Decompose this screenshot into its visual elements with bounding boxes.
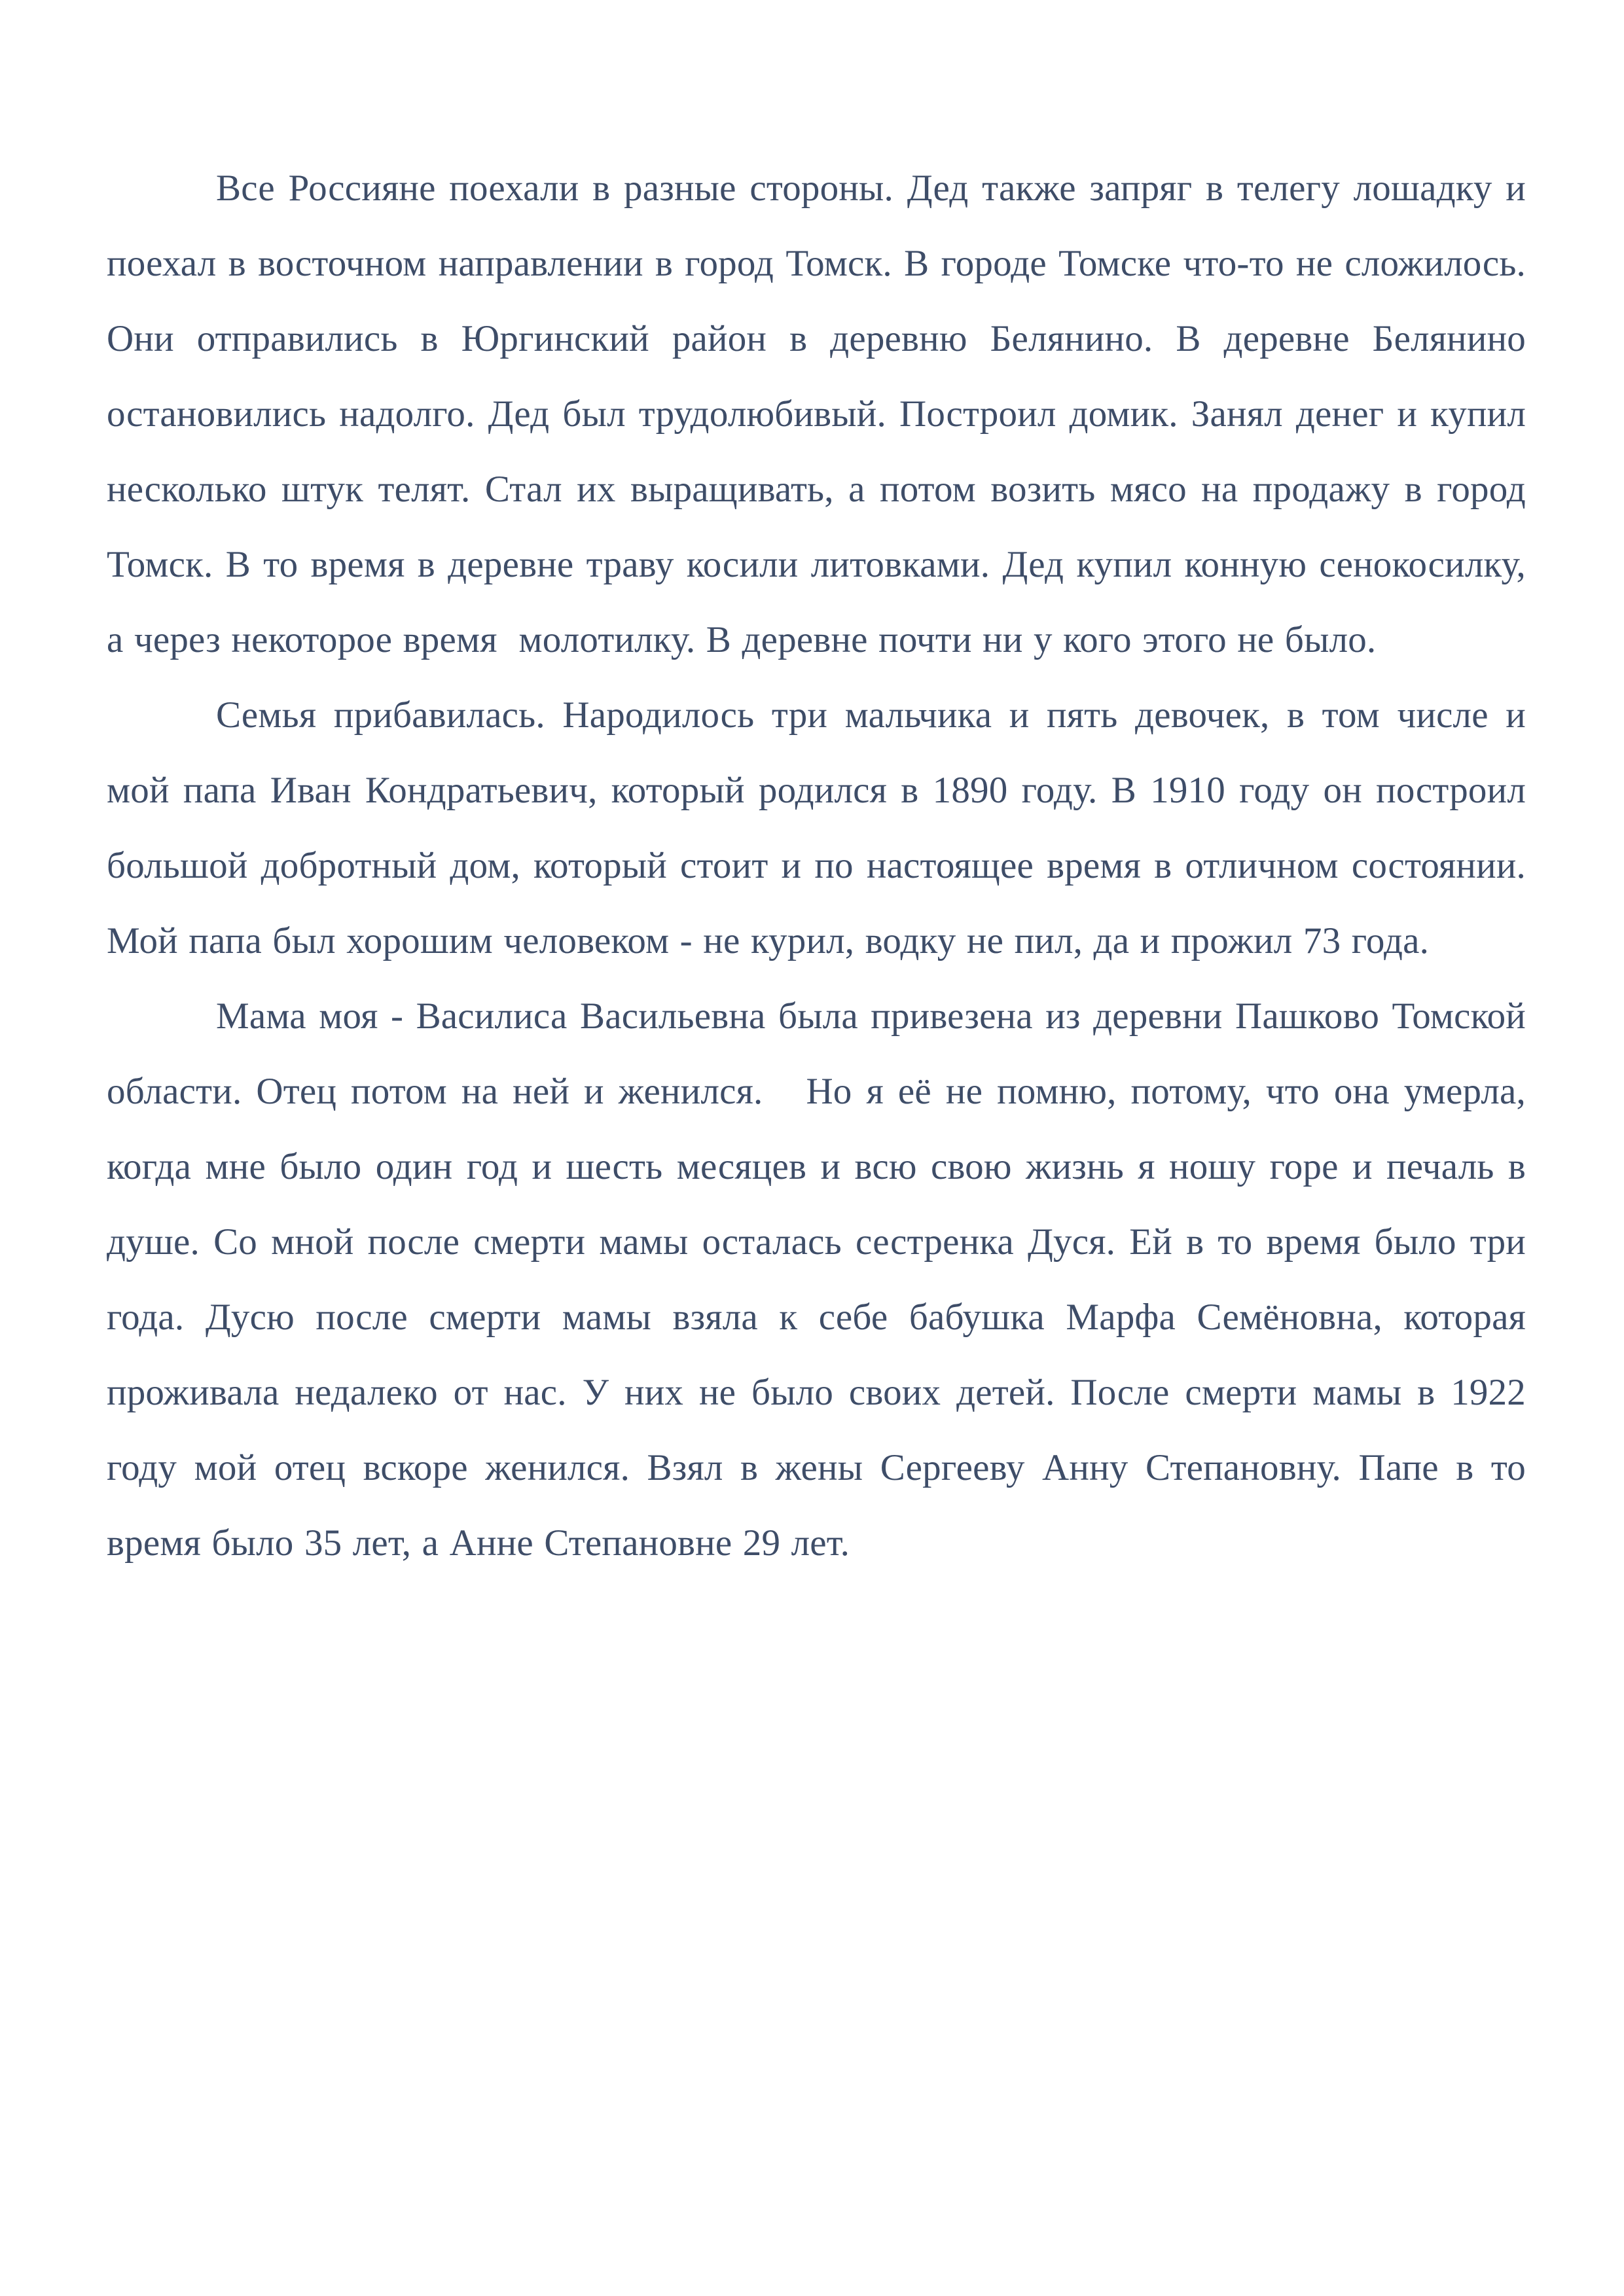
paragraph-family-and-father: Семья прибавилась. Народилось три мальчика и пять девочек, в том числе и мой папа Иван Кондратьевич, который родился в 1890 году. В 1910 году он построил большой добротный дом, который стоит и по настоящее время в отличном состоянии. Мой папа был хорошим человеком - не курил, водку не пил, да и прожил 73 года.: [107, 694, 1526, 961]
memoir-text-block: [107, 151, 1526, 1581]
paragraph-mother-story: Мама моя - Василиса Васильевна была привезена из деревни Пашково Томской области. Отец потом на ней и женился. Но я её не помню, потому, что она умерла, когда мне было один год и шесть месяцев и всю свою жизнь я ношу горе и печаль в душе. Со мной после смерти мамы осталась сестренка Дуся. Ей в то время было три года. Дусю после смерти мамы взяла к себе бабушка Марфа Семёновна, которая проживала недалеко от нас. У них не было своих детей. После смерти мамы в 1922 году мой отец вскоре женился. Взял в жены Сергееву Анну Степановну. Папе в то время было 35 лет, а Анне Степановне 29 лет.: [107, 996, 1526, 1564]
paragraph-journey-to-tomsk: Все Россияне поехали в разные стороны. Дед также запряг в телегу лошадку и поехал в восточном направлении в город Томск. В городе Томске что-то не сложилось. Они отправились в Юргинский район в деревню Белянино. В деревне Белянино остановились надолго. Дед был трудолюбивый. Построил домик. Занял денег и купил несколько штук телят. Стал их выращивать, а потом возить мясо на продажу в город Томск. В то время в деревне траву косили литовками. Дед купил конную сенокосилку, а через некоторое время молотилку. В деревне почти ни у кого этого не было.: [107, 168, 1526, 660]
